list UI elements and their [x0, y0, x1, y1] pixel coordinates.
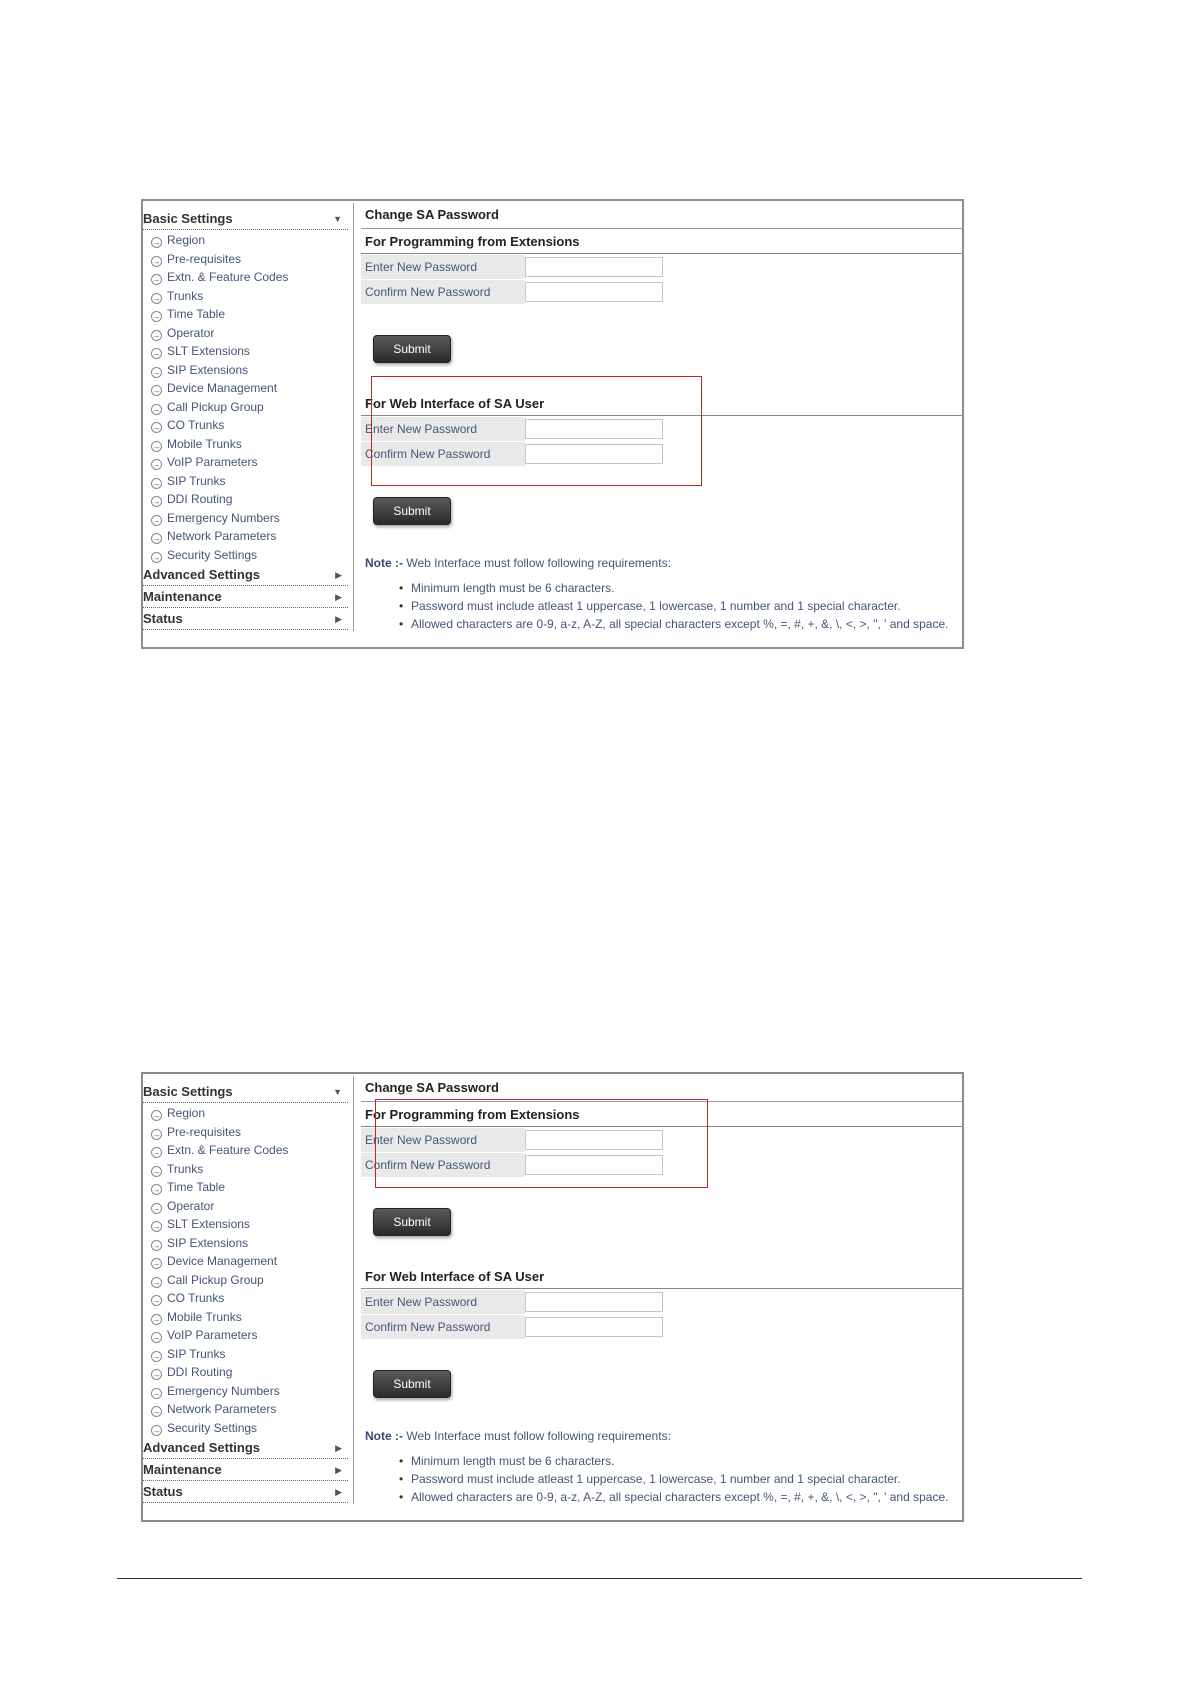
sidebar-item-slt-extensions[interactable]	[151, 1215, 250, 1233]
sidebar-item-label: SIP Trunks	[167, 473, 226, 488]
web-confirm-password-label: Confirm New Password	[361, 1315, 525, 1339]
sidebar-item-label: SIP Trunks	[167, 1346, 226, 1361]
ext-new-password-input[interactable]	[525, 257, 663, 277]
section-web-title: For Web Interface of SA User	[365, 1269, 545, 1284]
sidebar-item-extn-feature-codes[interactable]	[151, 1141, 288, 1159]
arrow-bullet-icon: →	[152, 497, 161, 506]
arrow-bullet-icon: →	[152, 1222, 161, 1231]
sidebar-advanced-settings-label: Advanced Settings	[143, 1440, 261, 1455]
divider	[361, 253, 962, 254]
sidebar-item-label: Network Parameters	[167, 529, 277, 543]
arrow-bullet-icon: →	[152, 238, 161, 247]
section-web-title: For Web Interface of SA User	[365, 396, 545, 411]
arrow-bullet-icon: →	[152, 552, 161, 562]
sidebar-nav	[143, 201, 353, 647]
sidebar-item-label: SLT Extensions	[167, 344, 250, 358]
sidebar-maintenance-label: Maintenance	[143, 1462, 222, 1477]
sidebar-item-label: Security Settings	[167, 547, 258, 562]
sidebar-item-region[interactable]	[151, 231, 205, 249]
web-new-password-label: Enter New Password	[361, 1290, 525, 1314]
sidebar-basic-settings-label: Basic Settings	[143, 1084, 233, 1099]
sidebar-item-label: Extn. & Feature Codes	[167, 270, 289, 284]
sidebar-item-label: CO Trunks	[167, 1291, 225, 1305]
sidebar-item-ddi-routing[interactable]	[151, 1363, 232, 1381]
arrow-bullet-icon: →	[152, 275, 161, 284]
arrow-bullet-icon: →	[152, 1407, 161, 1416]
arrow-bullet-icon: →	[152, 515, 161, 525]
requirement-item: • Password must include atleast 1 uppercase, 1 lowercase, 1 number and 1 special character.	[399, 599, 949, 613]
requirement-item: • Minimum length must be 6 characters.	[399, 581, 949, 595]
sidebar-maintenance[interactable]	[143, 587, 348, 608]
sidebar-item-voip-parameters[interactable]	[151, 453, 258, 471]
note-text	[365, 1429, 671, 1443]
sidebar-item-label: Pre-requisites	[167, 251, 242, 266]
page-title: Change SA Password	[365, 207, 499, 222]
sidebar-item-device-management[interactable]	[151, 379, 277, 397]
ext-confirm-password-input[interactable]	[525, 282, 663, 302]
arrow-bullet-icon: →	[152, 330, 161, 340]
sidebar-status[interactable]	[143, 609, 348, 630]
sidebar-maintenance-label: Maintenance	[143, 589, 222, 604]
arrow-bullet-icon: →	[152, 1370, 161, 1379]
ext-confirm-password-label: Confirm New Password	[361, 1153, 525, 1177]
arrow-bullet-icon: →	[152, 312, 161, 321]
chevron-right-icon: ▶	[335, 570, 342, 580]
sidebar-item-label: DDI Routing	[167, 492, 233, 506]
arrow-bullet-icon: →	[152, 534, 161, 543]
sidebar-item-security-settings[interactable]	[151, 1419, 257, 1437]
sidebar-item-label: VoIP Parameters	[167, 1328, 258, 1342]
sidebar-item-sip-extensions[interactable]	[151, 1234, 248, 1252]
web-confirm-password-label: Confirm New Password	[361, 442, 525, 466]
sidebar-item-label: Operator	[167, 1198, 215, 1213]
sidebar-item-label: Pre-requisites	[167, 1124, 242, 1139]
sidebar-item-label: Region	[167, 1106, 206, 1120]
sidebar-item-security-settings[interactable]	[151, 546, 257, 564]
sidebar-item-time-table[interactable]	[151, 305, 225, 323]
requirement-item: • Allowed characters are 0-9, a-z, A-Z, all special characters except %, =, #, +, &, \, <, >, ", ' and space.	[399, 1490, 949, 1504]
sidebar-item-label: Trunks	[167, 1161, 204, 1176]
ext-submit-button[interactable]: Submit	[373, 335, 451, 363]
arrow-bullet-icon: →	[152, 1388, 161, 1398]
sidebar-item-network-parameters[interactable]	[151, 1400, 276, 1418]
sidebar-item-operator[interactable]	[151, 1197, 214, 1215]
requirement-item: • Minimum length must be 6 characters.	[399, 1454, 949, 1468]
sidebar-item-slt-extensions[interactable]	[151, 342, 250, 360]
sidebar-item-sip-trunks[interactable]	[151, 472, 225, 490]
sidebar-item-emergency-numbers[interactable]	[151, 509, 280, 527]
footer-divider	[117, 1578, 1082, 1579]
sidebar-item-call-pickup-group[interactable]	[151, 398, 264, 416]
sidebar-item-label: Call Pickup Group	[167, 1272, 264, 1287]
note-text	[365, 556, 671, 570]
sidebar-item-region[interactable]	[151, 1104, 205, 1122]
screenshot-web-interface-highlight	[141, 199, 964, 649]
sidebar-item-label: Emergency Numbers	[167, 510, 280, 525]
sidebar-advanced-settings[interactable]	[143, 565, 348, 586]
arrow-bullet-icon: →	[152, 1351, 161, 1361]
arrow-bullet-icon: →	[152, 1148, 161, 1157]
sidebar-item-voip-parameters[interactable]	[151, 1326, 258, 1344]
highlight-box	[375, 1099, 708, 1188]
arrow-bullet-icon: →	[152, 349, 161, 358]
sidebar-status[interactable]	[143, 1482, 348, 1503]
sidebar-item-label: VoIP Parameters	[167, 455, 258, 469]
note-body: Web Interface must follow following requirements:	[403, 1429, 671, 1443]
web-submit-button[interactable]: Submit	[373, 497, 451, 525]
sidebar-maintenance[interactable]	[143, 1460, 348, 1481]
chevron-right-icon: ▶	[335, 592, 342, 602]
arrow-bullet-icon: →	[152, 1129, 161, 1139]
sidebar-item-label: Trunks	[167, 288, 204, 303]
sidebar-status-label: Status	[143, 611, 183, 626]
arrow-bullet-icon: →	[152, 478, 161, 488]
sidebar-item-label: Security Settings	[167, 1420, 258, 1435]
sidebar-item-operator[interactable]	[151, 324, 214, 342]
screenshot-extensions-highlight	[141, 1072, 964, 1522]
arrow-bullet-icon: →	[152, 1166, 161, 1176]
section-extensions-title: For Programming from Extensions	[365, 1107, 580, 1122]
sidebar-item-network-parameters[interactable]	[151, 527, 276, 545]
arrow-bullet-icon: →	[152, 386, 161, 395]
arrow-bullet-icon: →	[152, 1240, 161, 1250]
sidebar-item-label: DDI Routing	[167, 1365, 233, 1379]
ext-new-password-label: Enter New Password	[361, 255, 525, 279]
sidebar-item-label: SIP Extensions	[167, 1235, 249, 1250]
sidebar-item-label: SIP Extensions	[167, 362, 249, 377]
arrow-bullet-icon: →	[152, 1425, 161, 1435]
sidebar-basic-settings-label: Basic Settings	[143, 211, 233, 226]
sidebar-item-label: Mobile Trunks	[167, 1309, 242, 1324]
requirements-list	[399, 1454, 949, 1508]
sidebar-basic-settings[interactable]	[143, 209, 348, 230]
note-body: Web Interface must follow following requirements:	[403, 556, 671, 570]
sidebar-item-trunks[interactable]	[151, 1160, 203, 1178]
sidebar-item-co-trunks[interactable]	[151, 1289, 224, 1307]
arrow-bullet-icon: →	[152, 256, 161, 266]
sidebar-item-extn-feature-codes[interactable]	[151, 268, 288, 286]
ext-new-password-label: Enter New Password	[361, 1128, 525, 1152]
sidebar-advanced-settings-label: Advanced Settings	[143, 567, 261, 582]
sidebar-basic-settings[interactable]	[143, 1082, 348, 1103]
sidebar-item-mobile-trunks[interactable]	[151, 1308, 242, 1326]
arrow-bullet-icon: →	[152, 1296, 161, 1305]
sidebar-divider	[353, 203, 354, 631]
chevron-right-icon: ▶	[335, 614, 342, 624]
chevron-down-icon: ▼	[333, 1087, 342, 1097]
chevron-down-icon: ▼	[333, 214, 342, 224]
sidebar-advanced-settings[interactable]	[143, 1438, 348, 1459]
sidebar-item-device-management[interactable]	[151, 1252, 277, 1270]
arrow-bullet-icon: →	[152, 1277, 161, 1287]
sidebar-item-label: Network Parameters	[167, 1402, 277, 1416]
sidebar-item-co-trunks[interactable]	[151, 416, 224, 434]
sidebar-item-label: Device Management	[167, 381, 278, 395]
sidebar-item-label: Call Pickup Group	[167, 399, 264, 414]
chevron-right-icon: ▶	[335, 1487, 342, 1497]
sidebar-status-label: Status	[143, 1484, 183, 1499]
arrow-bullet-icon: →	[152, 1185, 161, 1194]
ext-confirm-password-label: Confirm New Password	[361, 280, 525, 304]
arrow-bullet-icon: →	[152, 1314, 161, 1324]
section-extensions-title: For Programming from Extensions	[365, 234, 580, 249]
arrow-bullet-icon: →	[152, 1111, 161, 1120]
web-new-password-input[interactable]	[525, 1292, 663, 1312]
arrow-bullet-icon: →	[152, 293, 161, 303]
sidebar-item-sip-extensions[interactable]	[151, 361, 248, 379]
sidebar-item-ddi-routing[interactable]	[151, 490, 232, 508]
sidebar-item-label: Mobile Trunks	[167, 436, 242, 451]
chevron-right-icon: ▶	[335, 1443, 342, 1453]
sidebar-item-label: Emergency Numbers	[167, 1383, 280, 1398]
arrow-bullet-icon: →	[152, 367, 161, 377]
sidebar-item-mobile-trunks[interactable]	[151, 435, 242, 453]
sidebar-item-time-table[interactable]	[151, 1178, 225, 1196]
arrow-bullet-icon: →	[152, 423, 161, 432]
web-new-password-label: Enter New Password	[361, 417, 525, 441]
sidebar-item-label: Operator	[167, 325, 215, 340]
sidebar-item-sip-trunks[interactable]	[151, 1345, 225, 1363]
arrow-bullet-icon: →	[152, 460, 161, 469]
divider	[361, 228, 962, 229]
arrow-bullet-icon: →	[152, 1333, 161, 1342]
note-prefix: Note :-	[365, 1429, 403, 1443]
web-confirm-password-input[interactable]	[525, 1317, 663, 1337]
sidebar-item-pre-requisites[interactable]	[151, 250, 241, 268]
divider	[361, 1288, 962, 1289]
arrow-bullet-icon: →	[152, 441, 161, 451]
sidebar-divider	[353, 1076, 354, 1504]
sidebar-item-call-pickup-group[interactable]	[151, 1271, 264, 1289]
sidebar-item-emergency-numbers[interactable]	[151, 1382, 280, 1400]
sidebar-item-label: Region	[167, 233, 206, 247]
arrow-bullet-icon: →	[152, 404, 161, 414]
chevron-right-icon: ▶	[335, 1465, 342, 1475]
sidebar-item-label: Device Management	[167, 1254, 278, 1268]
ext-submit-button[interactable]: Submit	[373, 1208, 451, 1236]
requirements-list	[399, 581, 949, 635]
sidebar-item-label: Extn. & Feature Codes	[167, 1143, 289, 1157]
note-prefix: Note :-	[365, 556, 403, 570]
sidebar-item-label: Time Table	[167, 1180, 226, 1194]
sidebar-nav	[143, 1074, 353, 1520]
web-submit-button[interactable]: Submit	[373, 1370, 451, 1398]
sidebar-item-pre-requisites[interactable]	[151, 1123, 241, 1141]
page-title: Change SA Password	[365, 1080, 499, 1095]
sidebar-item-label: Time Table	[167, 307, 226, 321]
requirement-item: • Password must include atleast 1 uppercase, 1 lowercase, 1 number and 1 special character.	[399, 1472, 949, 1486]
arrow-bullet-icon: →	[152, 1259, 161, 1268]
requirement-item: • Allowed characters are 0-9, a-z, A-Z, all special characters except %, =, #, +, &, \, <, >, ", ' and space.	[399, 617, 949, 631]
highlight-box	[371, 376, 702, 486]
sidebar-item-label: CO Trunks	[167, 418, 225, 432]
sidebar-item-label: SLT Extensions	[167, 1217, 250, 1231]
arrow-bullet-icon: →	[152, 1203, 161, 1213]
sidebar-item-trunks[interactable]	[151, 287, 203, 305]
